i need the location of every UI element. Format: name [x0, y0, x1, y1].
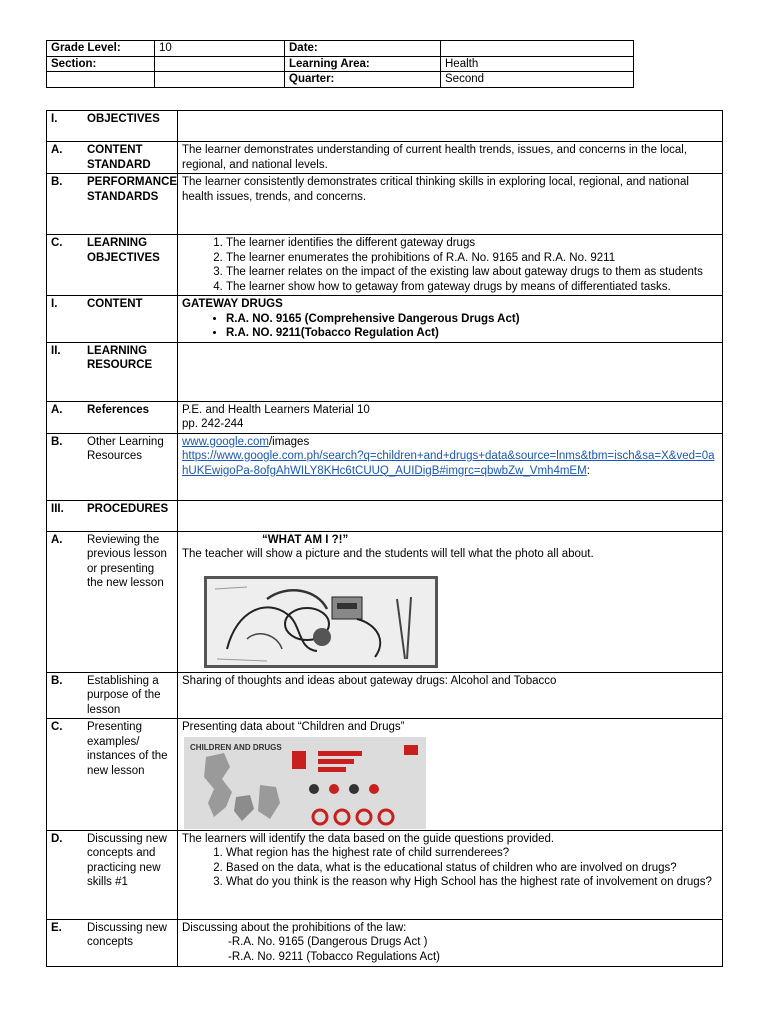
- learning-objectives-row: [47, 235, 723, 296]
- learning-resources-heading: LEARNING RESOURCE: [87, 344, 153, 371]
- item-letter: C.: [51, 721, 63, 733]
- link-suffix: :: [586, 464, 590, 477]
- other-resources-row: [47, 433, 723, 500]
- other-resources-label: Other Learning Resources: [87, 435, 164, 462]
- reference-line: P.E. and Health Learners Material 10: [182, 403, 370, 416]
- law-line: -R.A. No. 9165 (Dangerous Drugs Act ): [228, 936, 428, 948]
- date-label: Date:: [285, 41, 441, 57]
- grade-level-label: Grade Level:: [47, 41, 155, 57]
- references-row: [47, 401, 723, 433]
- activity-text: The teacher will show a picture and the students will tell what the photo all about.: [182, 548, 594, 560]
- procedure-a-label: Reviewing the previous lesson or presenting the new lesson: [87, 533, 167, 589]
- list-item: • R.A. NO. 9211(Tobacco Regulation Act): [226, 326, 718, 341]
- list-item: • R.A. NO. 9165 (Comprehensive Dangerous Drugs Act): [226, 312, 718, 327]
- infographic-title: CHILDREN AND DRUGS: [190, 742, 282, 752]
- procedure-e-label: Discussing new concepts: [87, 921, 167, 948]
- list-item: 4. The learner show how to getaway from gateway drugs by means of differentiated tasks.: [226, 280, 718, 295]
- procedure-d-text: The learners will identify the data based on the guide questions provided.: [182, 832, 555, 845]
- content-row: [47, 296, 723, 343]
- content-heading: CONTENT: [87, 298, 143, 310]
- date-value: [441, 41, 634, 57]
- item-letter: A.: [51, 144, 63, 156]
- item-letter: C.: [51, 237, 63, 249]
- section-value: [155, 56, 285, 72]
- list-item: 3. The learner relates on the impact of the existing law about gateway drugs to them as students: [226, 265, 718, 280]
- children-and-drugs-infographic: [184, 737, 426, 829]
- item-letter: A.: [51, 533, 63, 546]
- content-list: [182, 312, 718, 341]
- section-number: III.: [51, 502, 64, 515]
- performance-standards-text: The learner consistently demonstrates critical thinking skills in exploring local, regional, and national health issues, trends, and concerns.: [178, 174, 723, 235]
- activity-title: “WHAT AM I ?!”: [262, 533, 349, 546]
- item-letter: A.: [51, 403, 63, 416]
- learning-objectives-label: LEARNING OBJECTIVES: [87, 237, 160, 264]
- google-images-link[interactable]: www.google.com: [182, 435, 269, 448]
- learning-resources-row: [47, 342, 723, 401]
- procedure-e-row: [47, 919, 723, 966]
- list-item: 2. Based on the data, what is the educational status of children who are involved on drugs?: [226, 861, 718, 876]
- learning-objectives-list: [182, 236, 718, 294]
- search-results-link[interactable]: https://www.google.com.ph/search?q=children+and+drugs+data&source=lnms&tbm=isch&sa=X&ved=0ahUKEwigoPa-8ofgAhWILY8KHc6tCUUQ_AUIDigB#imgrc=qbwbZw_Vmh4mEM: [182, 450, 715, 477]
- section-number: II.: [51, 344, 61, 357]
- quarter-value: Second: [441, 72, 634, 88]
- content-standard-text: The learner demonstrates understanding of current health trends, issues, and concerns in the local, regional, and national levels.: [178, 142, 723, 174]
- procedure-d-label: Discussing new concepts and practicing new skills #1: [87, 832, 167, 888]
- reference-pages: pp. 242-244: [182, 418, 244, 430]
- list-item: 1. What region has the highest rate of child surrenderees?: [226, 846, 718, 861]
- objectives-row: [47, 111, 723, 142]
- guide-questions-list: [182, 846, 718, 890]
- item-letter: B.: [51, 176, 63, 188]
- quarter-label: Quarter:: [285, 72, 441, 88]
- procedure-a-row: [47, 531, 723, 672]
- performance-standards-row: [47, 174, 723, 235]
- content-standard-row: [47, 142, 723, 174]
- content-standard-label: CONTENT STANDARD: [87, 144, 151, 171]
- procedure-b-row: [47, 672, 723, 719]
- section-label: Section:: [47, 56, 155, 72]
- drug-illustration-image: [204, 576, 438, 668]
- content-title: GATEWAY DRUGS: [182, 298, 283, 310]
- procedure-c-label: Presenting examples/ instances of the new lesson: [87, 721, 168, 777]
- procedure-c-row: [47, 719, 723, 831]
- header-table: [46, 40, 634, 88]
- procedure-e-text: Discussing about the prohibitions of the law:: [182, 921, 407, 934]
- item-letter: E.: [51, 921, 62, 934]
- link-suffix: /images: [268, 435, 310, 448]
- list-item: 1. The learner identifies the different gateway drugs: [226, 236, 718, 251]
- item-letter: B.: [51, 674, 63, 687]
- list-item: 2. The learner enumerates the prohibitions of R.A. No. 9165 and R.A. No. 9211: [226, 251, 718, 266]
- procedures-row: [47, 500, 723, 531]
- section-number: I.: [51, 113, 58, 125]
- performance-standards-label: PERFORMANCE STANDARDS: [87, 176, 178, 203]
- section-number: I.: [51, 298, 58, 310]
- grade-level-value: 10: [155, 41, 285, 57]
- law-line: -R.A. No. 9211 (Tobacco Regulations Act): [228, 950, 441, 963]
- procedure-b-label: Establishing a purpose of the lesson: [87, 674, 161, 716]
- learning-area-label: Learning Area:: [285, 56, 441, 72]
- references-label: References: [87, 403, 150, 416]
- lesson-plan-table: [46, 110, 723, 967]
- empty-cell: [47, 72, 155, 88]
- learning-area-value: Health: [441, 56, 634, 72]
- empty-cell: [155, 72, 285, 88]
- list-item: 3. What do you think is the reason why High School has the highest rate of involvement on drugs?: [226, 875, 718, 890]
- item-letter: D.: [51, 832, 63, 845]
- procedures-heading: PROCEDURES: [87, 502, 169, 515]
- procedure-c-text: Presenting data about “Children and Drugs”: [182, 721, 405, 733]
- procedure-b-text: Sharing of thoughts and ideas about gateway drugs: Alcohol and Tobacco: [178, 672, 723, 719]
- item-letter: B.: [51, 435, 63, 448]
- procedure-d-row: [47, 830, 723, 919]
- objectives-heading: OBJECTIVES: [87, 113, 160, 125]
